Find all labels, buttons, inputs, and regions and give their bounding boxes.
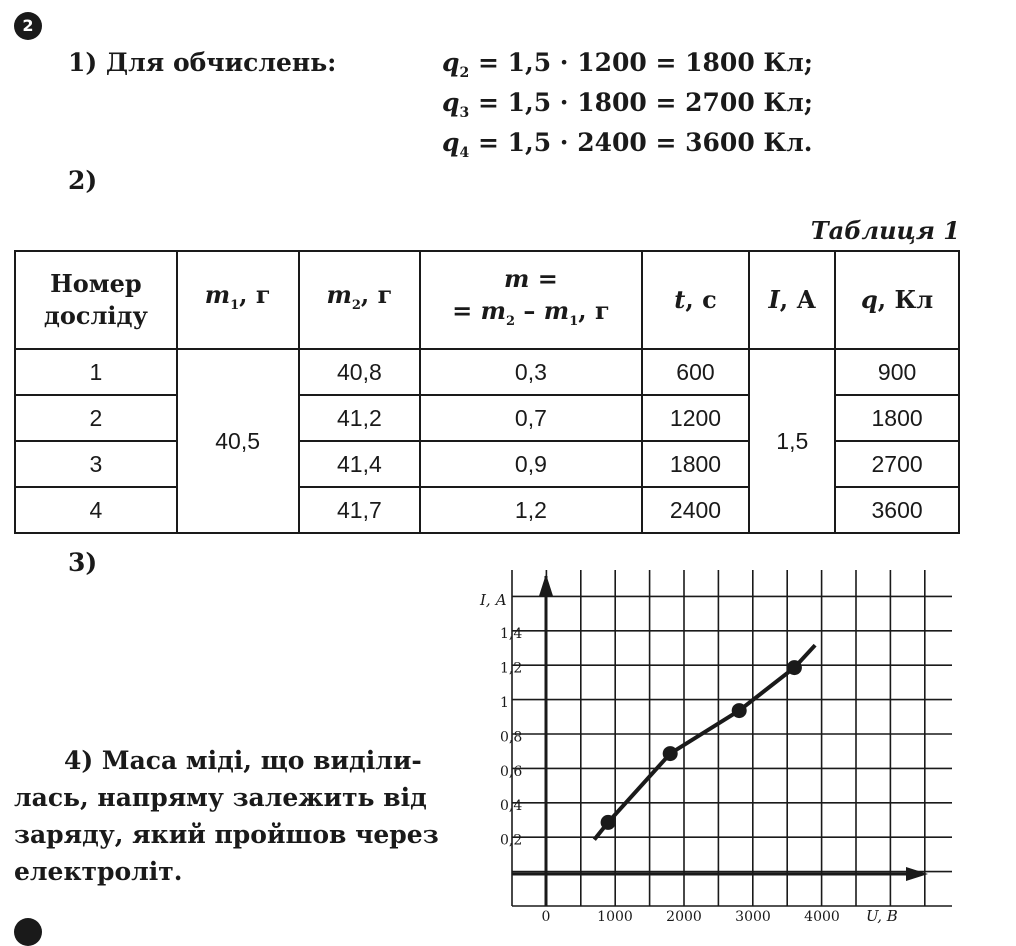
header-I xyxy=(749,251,835,349)
cell-q: 1800 xyxy=(835,395,959,441)
table-row xyxy=(15,349,959,395)
cell-t: 1200 xyxy=(642,395,750,441)
cell-m1-value: 40,5 xyxy=(177,349,299,533)
equation-sub: 4 xyxy=(459,145,470,161)
header-m1 xyxy=(177,251,299,349)
header-m2 xyxy=(299,251,421,349)
cell-I-value: 1,5 xyxy=(749,349,835,533)
header-var: m xyxy=(326,279,352,309)
cell-m2: 41,7 xyxy=(299,487,421,533)
chart-axes xyxy=(512,574,928,906)
y-tick-label: 0,8 xyxy=(500,729,523,746)
header-unit: , с xyxy=(685,285,717,314)
header-var: q xyxy=(860,285,878,314)
header-unit: , г xyxy=(239,279,271,309)
conclusion-line: 4) Маса міді, що виділи- xyxy=(64,746,422,775)
next-problem-bullet xyxy=(14,918,42,946)
header-sub: 1 xyxy=(230,297,240,313)
cell-n: 3 xyxy=(15,441,177,487)
cell-m: 0,3 xyxy=(420,349,641,395)
cell-t: 600 xyxy=(642,349,750,395)
problem-number: 2 xyxy=(22,16,34,35)
x-tick-label: 0 xyxy=(541,909,551,925)
equation-q2 xyxy=(442,48,813,81)
table-header-row xyxy=(15,251,959,349)
header-experiment xyxy=(15,251,177,349)
equation-sub: 3 xyxy=(459,105,470,121)
header-m xyxy=(420,251,641,349)
y-axis-label: I, А xyxy=(480,591,507,609)
cell-m2: 40,8 xyxy=(299,349,421,395)
equation-expr: = 1,5 · 1800 = 2700 Кл; xyxy=(469,88,814,117)
cell-n: 1 xyxy=(15,349,177,395)
section-1-label: 1) Для обчислень: xyxy=(68,48,337,77)
y-tick-label: 0,4 xyxy=(500,798,523,815)
header-var: m xyxy=(204,279,231,309)
y-tick-label: 1,4 xyxy=(500,626,523,643)
header-unit: , г xyxy=(578,295,610,325)
conclusion-paragraph xyxy=(14,742,454,890)
header-var: m = xyxy=(503,263,558,293)
y-axis-arrow xyxy=(539,574,553,596)
header-sub: 2 xyxy=(351,297,361,313)
cell-m: 0,9 xyxy=(420,441,641,487)
chart-grid xyxy=(512,570,952,906)
data-point xyxy=(787,660,802,675)
y-tick-label: 0,6 xyxy=(500,763,523,780)
cell-q: 3600 xyxy=(835,487,959,533)
x-tick-label: 1000 xyxy=(597,909,633,925)
header-var: t xyxy=(674,285,686,314)
header-var: I xyxy=(768,285,780,314)
cell-q: 2700 xyxy=(835,441,959,487)
x-tick-label: 4000 xyxy=(804,909,840,925)
cell-q: 900 xyxy=(835,349,959,395)
cell-m2: 41,2 xyxy=(299,395,421,441)
y-tick-label: 1,2 xyxy=(500,660,523,677)
equation-var: q xyxy=(442,128,460,157)
header-unit: , Кл xyxy=(877,285,934,314)
data-point xyxy=(732,703,747,718)
x-axis-label: U, В xyxy=(866,907,898,925)
current-voltage-chart xyxy=(478,560,956,932)
conclusion-line: заряду, який пройшов через xyxy=(14,820,439,849)
x-tick-label: 3000 xyxy=(735,909,771,925)
equation-q3 xyxy=(442,88,813,121)
section-2-label: 2) xyxy=(68,166,98,195)
cell-n: 4 xyxy=(15,487,177,533)
y-tick-label: 1 xyxy=(500,695,509,711)
cell-t: 1800 xyxy=(642,441,750,487)
header-text: Номер xyxy=(50,269,142,298)
problem-number-badge xyxy=(14,12,42,40)
data-point xyxy=(663,746,678,761)
cell-m: 0,7 xyxy=(420,395,641,441)
equation-expr: = 1,5 · 1200 = 1800 Кл; xyxy=(469,48,814,77)
x-tick-label: 2000 xyxy=(666,909,702,925)
header-sub: 2 xyxy=(506,313,516,329)
header-t xyxy=(642,251,750,349)
conclusion-line: лась, напряму залежить від xyxy=(14,783,427,812)
header-unit: , А xyxy=(779,285,817,314)
equation-var: q xyxy=(442,88,460,117)
cell-m2: 41,4 xyxy=(299,441,421,487)
data-point xyxy=(601,815,616,830)
header-q xyxy=(835,251,959,349)
y-tick-label: 0,2 xyxy=(500,832,523,849)
header-sub: 1 xyxy=(569,313,579,329)
header-text: = xyxy=(452,295,481,325)
cell-t: 2400 xyxy=(642,487,750,533)
section-3-label: 3) xyxy=(68,548,98,577)
header-unit: , г xyxy=(360,279,393,309)
conclusion-line: електроліт. xyxy=(14,857,183,886)
series-line xyxy=(594,645,815,839)
cell-n: 2 xyxy=(15,395,177,441)
equation-sub: 2 xyxy=(459,65,470,81)
header-var: m xyxy=(543,295,570,325)
chart-series xyxy=(594,645,815,839)
header-var: m xyxy=(480,295,507,325)
equation-expr: = 1,5 · 2400 = 3600 Кл. xyxy=(469,128,813,157)
equation-var: q xyxy=(442,48,460,77)
table-caption: Таблиця 1 xyxy=(810,216,960,245)
header-text: – xyxy=(515,295,544,325)
equation-q4 xyxy=(442,128,812,161)
header-text: досліду xyxy=(43,301,148,330)
results-table xyxy=(14,250,960,534)
cell-m: 1,2 xyxy=(420,487,641,533)
